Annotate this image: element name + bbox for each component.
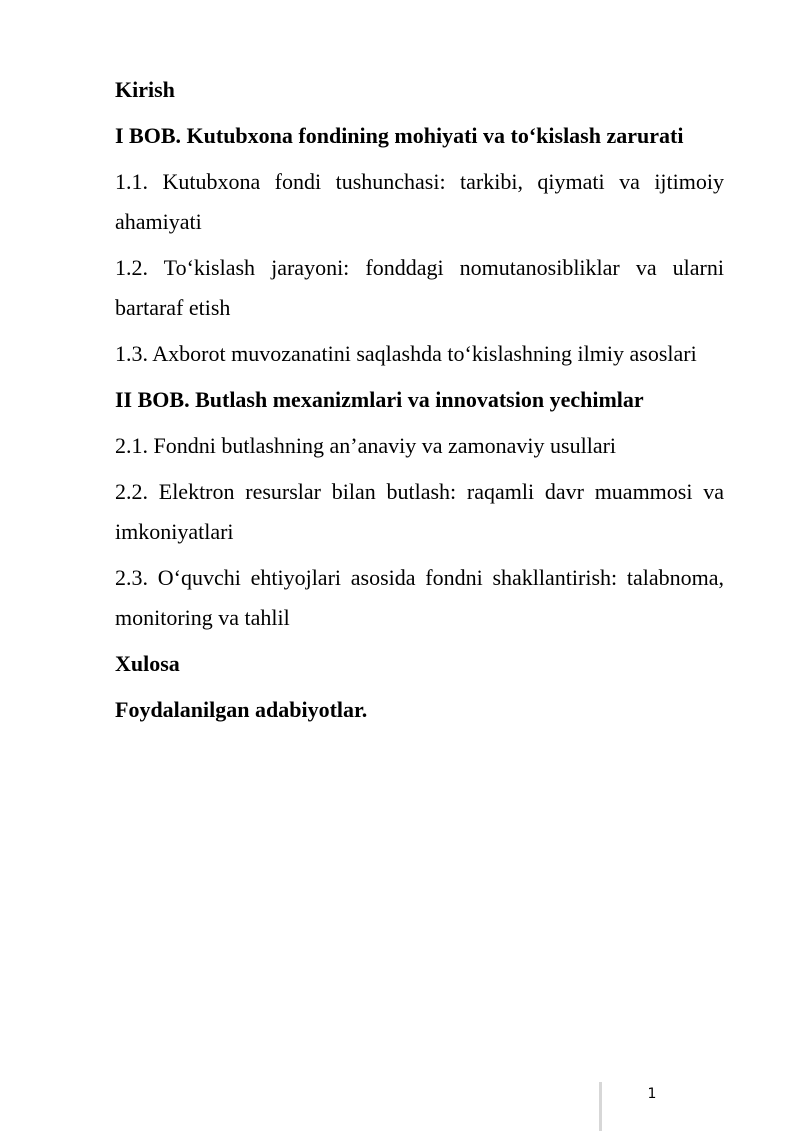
toc-entry-section-2-2: 2.2. Elektron resurslar bilan butlash: raqamli davr muammosi va imkoniyatlari [115, 479, 724, 544]
toc-entry-conclusion: Xulosa [115, 651, 180, 676]
toc-entry-introduction: Kirish [115, 77, 175, 102]
toc-entry-section-2-1: 2.1. Fondni butlashning an’anaviy va zamonaviy usullari [115, 433, 617, 458]
footer-divider [599, 1082, 602, 1131]
table-of-contents [115, 70, 724, 736]
toc-entry-chapter-1: I BOB. Kutubxona fondining mohiyati va to‘kislash zarurati [115, 123, 684, 148]
toc-entry-chapter-2: II BOB. Butlash mexanizmlari va innovatsion yechimlar [115, 387, 644, 412]
toc-entry-section-2-3: 2.3. O‘quvchi ehtiyojlari asosida fondni shakllantirish: talabnoma, monitoring va tahlil [115, 565, 724, 630]
toc-entry-section-1-1: 1.1. Kutubxona fondi tushunchasi: tarkibi, qiymati va ijtimoiy ahamiyati [115, 169, 724, 234]
toc-entry-references: Foydalanilgan adabiyotlar. [115, 697, 368, 722]
toc-entry-section-1-3: 1.3. Axborot muvozanatini saqlashda to‘kislashning ilmiy asoslari [115, 341, 697, 366]
page-number: 1 [647, 1086, 657, 1102]
toc-entry-section-1-2: 1.2. To‘kislash jarayoni: fonddagi nomutanosibliklar va ularni bartaraf etish [115, 255, 724, 320]
